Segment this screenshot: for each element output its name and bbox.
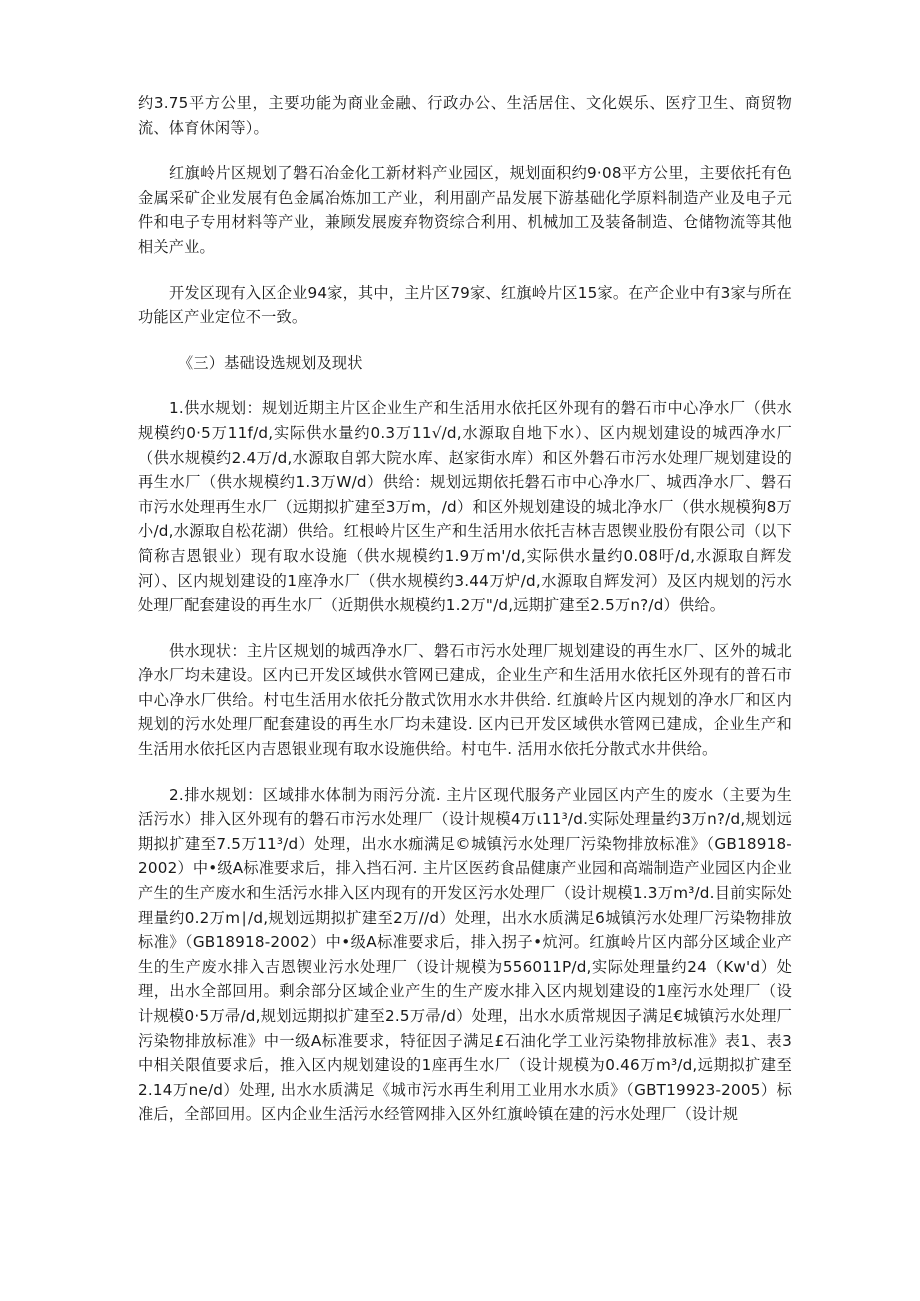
paragraph-continuation: 约3.75平方公里，主要功能为商业金融、行政办公、生活居住、文化娱乐、医疗卫生、商贸物流、体育休闲等）。 — [138, 94, 792, 137]
paragraph-enterprise-count: 开发区现有入区企业94家，其中，主片区79家、红旗岭片区15家。在产企业中有3家与所在功能区产业定位不一致。 — [138, 283, 792, 327]
paragraph-water-supply-status: 供水现状：主片区规划的城西净水厂、磐石市污水处理厂规划建设的再生水厂、区外的城北净水厂均未建设。区内已开发区域供水管网已建成，企业生产和生活用水依托区外现有的普石市中心净水厂供给。村屯生活用水依托分散式饮用水水井供给. 红旗岭片区内规划的净水厂和区内规划的污水处理厂配套建设的再生水厂均未建设. 区内已开发区域供水管网已建成，企业生产和生活用水依托区内吉恩银业现有取水设施供给。村屯牛. 活用水依托分散式水井供给。 — [138, 641, 792, 759]
paragraph-water-supply-plan: 1.供水规划：规划近期主片区企业生产和生活用水依托区外现有的磐石市中心净水厂（供水规模约0·5万11f/d,实际供水量约0.3万11√/d,水源取自地下水）、区内规划建设的城西净水厂（供水规模约2.4万/d,水源取自郭大院水库、赵家街水库）和区外磐石市污水处理厂规划建设的再生水厂（供水规模约1.3万W/d）供给：规划远期依托磐石市中心净水厂、城西净水厂、磐石市污水处理再生水厂（远期拟扩建至3万m，/d）和区外规划建设的城北净水厂（供水规模狗8万小/d,水源取自松花湖）供给。红根岭片区生产和生活用水依托吉林吉恩锲业股份有限公司（以下简称吉恩银业）现有取水设施（供水规模约1.9万m'/d,实际供水量约0.08吁/d,水源取自辉发河）、区内规划建设的1座净水厂（供水规模约3.44万炉/d,水源取自辉发河）及区内规划的污水处理厂配套建设的再生水厂（近期供水规模约1.2万"/d,远期扩建至2.5万n?/d）供给。 — [138, 399, 792, 615]
section-heading-infrastructure: 《三）基础设选规划及现状 — [178, 353, 363, 372]
paragraph-drainage-plan: 2.排水规划：区域排水体制为雨污分流. 主片区现代服务产业园区内产生的废水（主要为生活污水）排入区外现有的磐石市污水处理厂（设计规模4万ι11³/d.实际处理量约3万n?/d,规划远期拟扩建至7.5万11³/d）处理，出水水痂满足©城镇污水处理厂污染物排放标准》（GB18918-2002）中•级A标准要求后，排入挡石河. 主片区医药食品健康产业园和高端制造产业园区内企业产生的生产废水和生活污水排入区内现有的开发区污水处理厂（设计规模1.3万m³/d.目前实际处理量约0.2万m∣/d,规划远期拟扩建至2万//d）处理，出水水质满足6城镇污水处理厂污染物排放标准》（GB18918-2002）中•级A标准要求后，排入拐子•炕河。红旗岭片区内部分区域企业产生的生产废水排入吉恩锲业污水处理厂（设计规模为556011P/d,实际处理量约24（Kw'd）处理，出水全部回用。剩余部分区域企业产生的生产废水排入区内规划建设的1座污水处理厂（设计规模0·5万帚/d,规划远期拟扩建至2.5万帚/d）处理，出水水质常规因子满足€城镇污水处理厂污染物排放标准》中一级A标准要求，特征因子满足£石油化学工业污染物排放标准》表1、表3中相关限值要求后，推入区内规划建设的1座再生水厂（设计规模为0.46万m³/d,远期拟扩建至2.14万ne/d）处理, 出水水质满足《城市污水再生利用工业用水水质》（GBT19923-2005）标准后，全部回用。区内企业生活污水经管网排入区外红旗岭镇在建的污水处理厂（设计规 — [138, 785, 792, 1124]
paragraph-hongqiling-industrial-park: 红旗岭片区规划了磐石冶金化工新材料产业园区，规划面积约9·08平方公里，主要依托有色金属采矿企业发展有色金属冶炼加工产业，利用副产品发展下游基础化学原料制造产业及电子元件和电子专用材料等产业，兼顾发展废弃物资综合利用、机械加工及装备制造、仓储物流等其他相关产业。 — [138, 164, 792, 256]
